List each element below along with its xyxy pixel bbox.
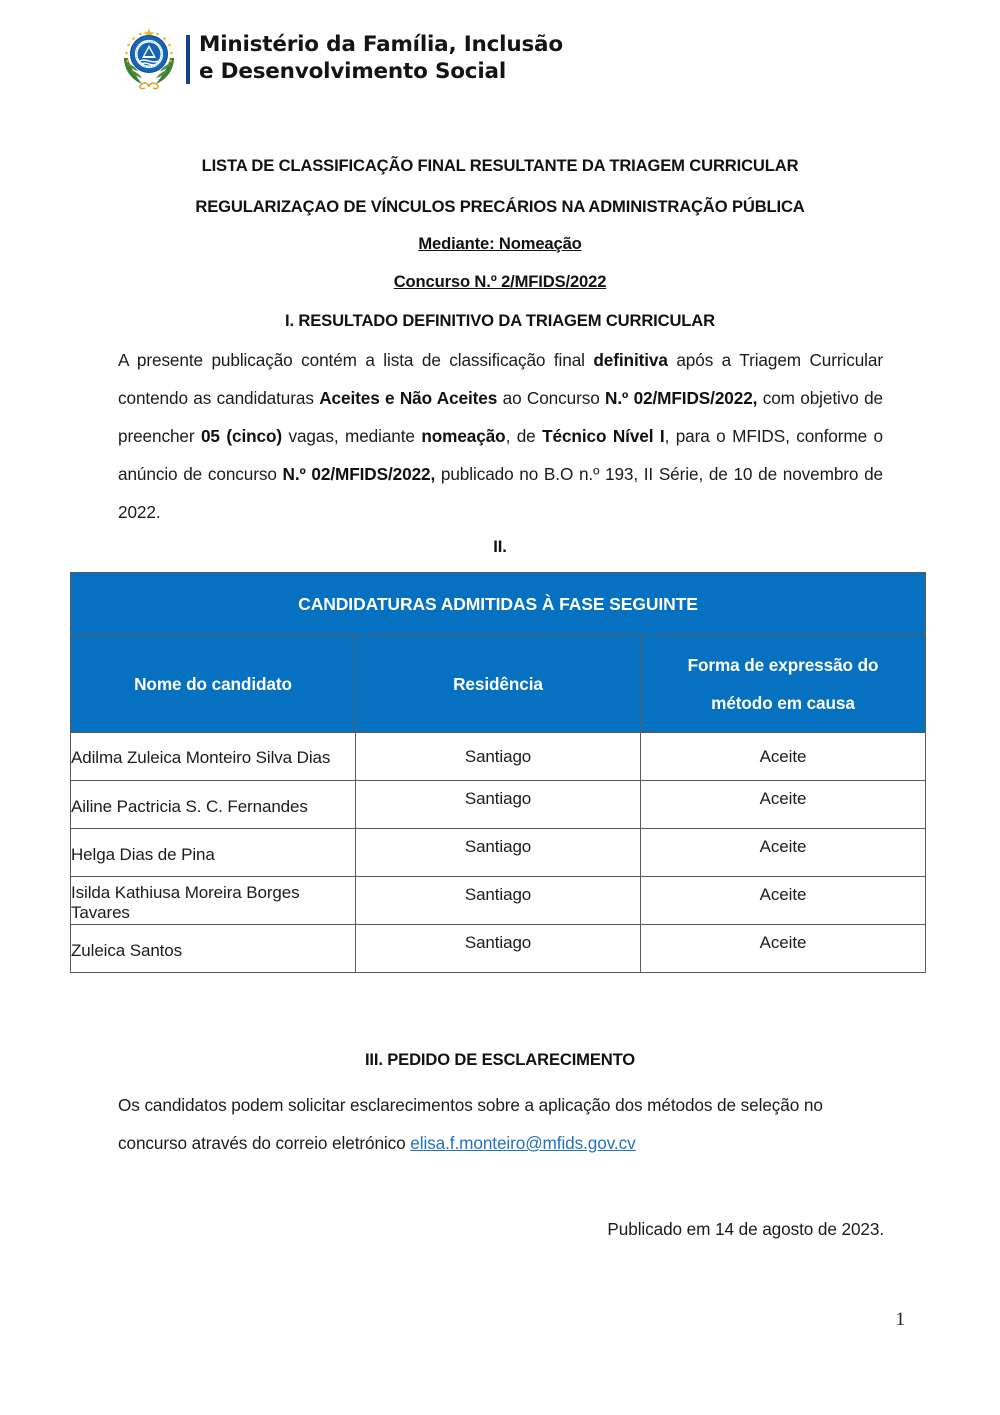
intro-t3: ao Concurso bbox=[497, 388, 606, 408]
cell-nome-text: Adilma Zuleica Monteiro Silva Dias bbox=[71, 747, 331, 767]
clarification-text: Os candidatos podem solicitar esclarecimentos sobre a aplicação dos métodos de seleção no concurso através do correio eletrónico bbox=[118, 1095, 823, 1153]
table-banner-row bbox=[71, 573, 926, 636]
intro-b3: N.º 02/MFIDS/2022, bbox=[605, 388, 758, 408]
column-header-forma bbox=[641, 636, 926, 733]
results-table bbox=[70, 572, 926, 973]
cell-nome bbox=[71, 829, 356, 877]
cell-nome bbox=[71, 781, 356, 829]
cell-forma bbox=[641, 733, 926, 781]
ministry-name-line-2: e Desenvolvimento Social bbox=[199, 59, 506, 84]
cell-forma bbox=[641, 925, 926, 973]
cell-nome bbox=[71, 733, 356, 781]
cell-forma bbox=[641, 829, 926, 877]
cell-residencia-text: Santiago bbox=[464, 746, 532, 766]
column-header-forma-line-1: Forma de expressão do bbox=[687, 655, 879, 675]
document-title-line-1: LISTA DE CLASSIFICAÇÃO FINAL RESULTANTE DA TRIAGEM CURRICULAR bbox=[201, 156, 799, 175]
intro-t2: após a Triagem Curricular contendo as candidaturas bbox=[118, 350, 883, 408]
cell-residencia bbox=[356, 829, 641, 877]
table-banner-cell: CANDIDATURAS ADMITIDAS À FASE SEGUINTE bbox=[71, 573, 926, 636]
mediante-heading-text: Mediante: Nomeação bbox=[418, 234, 582, 253]
cell-forma-text: Aceite bbox=[759, 932, 807, 952]
intro-t6: , de bbox=[505, 426, 543, 446]
cell-residencia bbox=[356, 733, 641, 781]
table-header-row bbox=[71, 636, 926, 733]
intro-t1: A presente publicação contém a lista de classificação final bbox=[118, 350, 594, 370]
cell-nome-text: Isilda Kathiusa Moreira Borges Tavares bbox=[71, 882, 300, 922]
cell-residencia bbox=[356, 781, 641, 829]
published-date: Publicado em 14 de agosto de 2023. bbox=[607, 1219, 884, 1239]
letterhead-divider-bar bbox=[186, 35, 190, 84]
letterhead bbox=[118, 26, 563, 92]
results-table-wrapper bbox=[70, 572, 926, 973]
column-header-residencia: Residência bbox=[356, 636, 641, 733]
cell-forma-text: Aceite bbox=[759, 746, 807, 766]
cell-residencia-text: Santiago bbox=[464, 932, 532, 952]
cell-residencia-text: Santiago bbox=[464, 836, 532, 856]
intro-b2: Aceites e Não Aceites bbox=[319, 388, 498, 408]
section-heading-1: I. RESULTADO DEFINITIVO DA TRIAGEM CURRICULAR bbox=[285, 311, 715, 330]
intro-b4: 05 (cinco) bbox=[200, 426, 282, 446]
cell-forma-text: Aceite bbox=[759, 836, 807, 856]
cell-nome bbox=[71, 877, 356, 925]
cell-nome-text: Zuleica Santos bbox=[71, 940, 183, 960]
cell-residencia-text: Santiago bbox=[464, 788, 532, 808]
cape-verde-coat-of-arms-emblem bbox=[118, 26, 180, 92]
intro-b5: nomeação bbox=[421, 426, 506, 446]
cell-forma bbox=[641, 877, 926, 925]
cell-residencia bbox=[356, 877, 641, 925]
concurso-heading bbox=[0, 272, 1000, 292]
table-row bbox=[71, 829, 926, 877]
intro-b1: definitiva bbox=[593, 350, 668, 370]
intro-t8: publicado no B.O n.º 193, II Série, de 10 de novembro de 2022. bbox=[118, 464, 884, 522]
cell-nome-text: Ailine Pactricia S. C. Fernandes bbox=[71, 796, 308, 816]
letterhead-ministry-name bbox=[199, 32, 563, 85]
ministry-name-line-1: Ministério da Família, Inclusão bbox=[199, 32, 563, 58]
clarification-email-link[interactable]: elisa.f.monteiro@mfids.gov.cv bbox=[410, 1133, 636, 1153]
intro-b6: Técnico Nível I bbox=[542, 426, 665, 446]
cell-forma-text: Aceite bbox=[759, 788, 807, 808]
intro-t5: vagas, mediante bbox=[282, 426, 422, 446]
cell-residencia bbox=[356, 925, 641, 973]
table-row bbox=[71, 781, 926, 829]
page-number: 1 bbox=[895, 1309, 905, 1330]
table-row bbox=[71, 733, 926, 781]
clarification-paragraph bbox=[118, 1086, 883, 1162]
table-row bbox=[71, 925, 926, 973]
section-numeral-2: II. bbox=[493, 537, 507, 556]
intro-b7: N.º 02/MFIDS/2022, bbox=[282, 464, 436, 484]
cell-residencia-text: Santiago bbox=[464, 884, 532, 904]
cell-forma bbox=[641, 781, 926, 829]
cell-nome-text: Helga Dias de Pina bbox=[71, 844, 215, 864]
intro-paragraph bbox=[118, 341, 883, 531]
mediante-heading bbox=[0, 234, 1000, 254]
column-header-forma-line-2: método em causa bbox=[711, 693, 855, 713]
intro-t4: com objetivo de preencher bbox=[118, 388, 883, 446]
cell-forma-text: Aceite bbox=[759, 884, 807, 904]
section-heading-3: III. PEDIDO DE ESCLARECIMENTO bbox=[364, 1050, 636, 1069]
document-title-line-2: REGULARIZAÇAO DE VÍNCULOS PRECÁRIOS NA ADMINISTRAÇÃO PÚBLICA bbox=[195, 197, 805, 216]
intro-t7: , para o MFIDS, conforme o anúncio de concurso bbox=[118, 426, 883, 484]
concurso-heading-text: Concurso N.º 2/MFIDS/2022 bbox=[393, 272, 607, 291]
column-header-nome: Nome do candidato bbox=[71, 636, 356, 733]
table-row bbox=[71, 877, 926, 925]
cell-nome bbox=[71, 925, 356, 973]
